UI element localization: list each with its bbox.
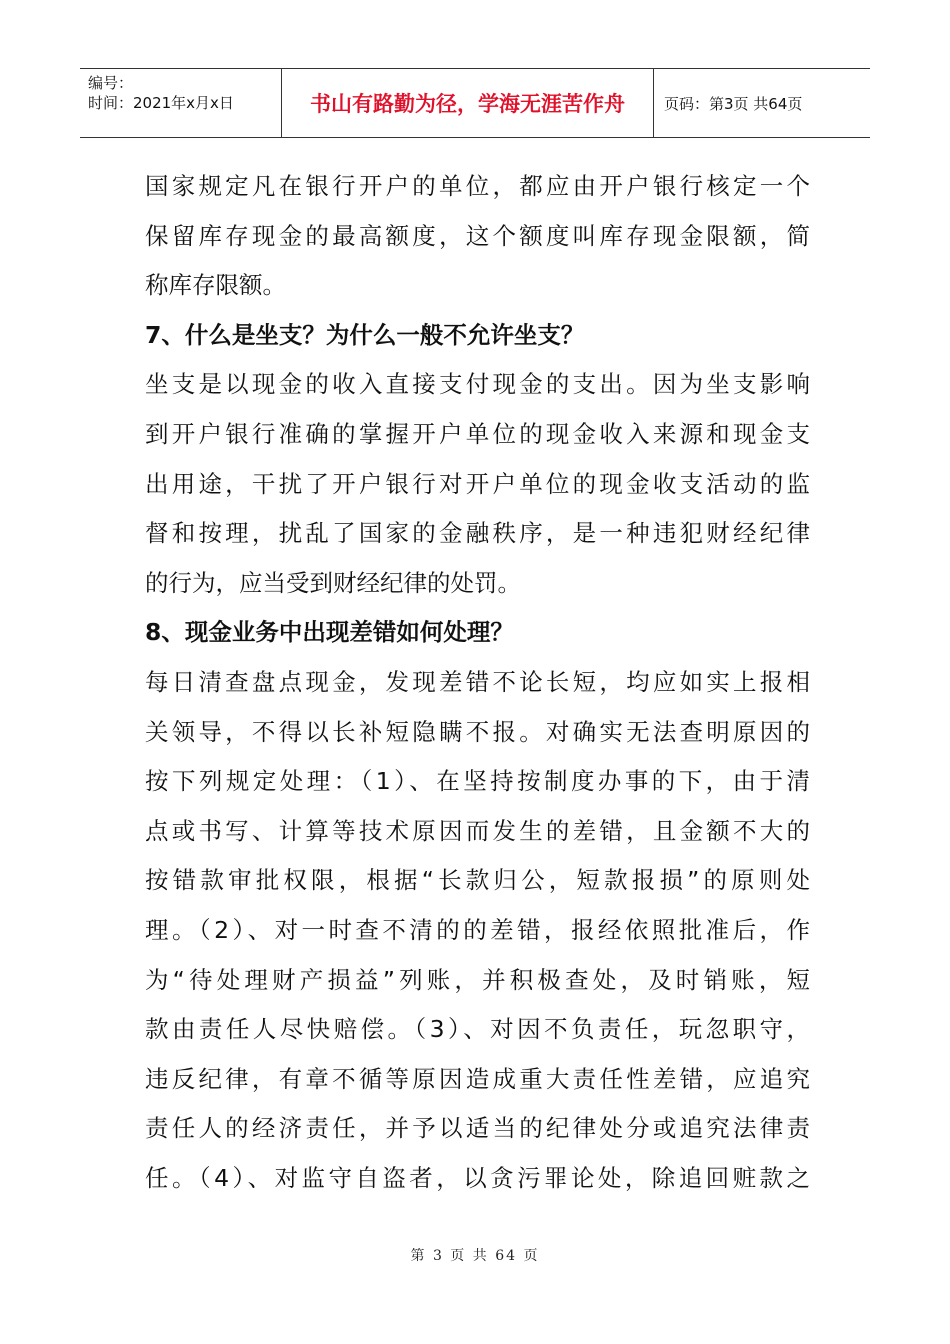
document-body — [145, 162, 810, 1203]
body-line: 为“待处理财产损益”列账，并积极查处，及时销账，短 — [145, 965, 810, 994]
body-line: 责任人的经济责任，并予以适当的纪律处分或追究法律责 — [145, 1114, 810, 1143]
document-time-label: 时间：2021年x月x日 — [88, 94, 234, 112]
body-line: 保留库存现金的最高额度，这个额度叫库存现金限额，简 — [145, 221, 810, 250]
body-line: 出用途，干扰了开户银行对开户单位的现金收支活动的监 — [145, 469, 810, 498]
body-line: 称库存限额。 — [145, 271, 286, 300]
body-line: 到开户银行准确的掌握开户单位的现金收入来源和现金支 — [145, 419, 810, 448]
body-line: 任。（4）、对监守自盗者，以贪污罪论处，除追回赃款之 — [145, 1163, 810, 1192]
body-line: 的行为，应当受到财经纪律的处罚。 — [145, 568, 521, 597]
body-line: 按下列规定处理：（1）、在坚持按制度办事的下，由于清 — [145, 767, 810, 796]
header-meta — [80, 69, 282, 137]
body-line: 点或书写、计算等技术原因而发生的差错，且金额不大的 — [145, 816, 810, 845]
body-line: 理。（2）、对一时查不清的的差错，报经依照批准后，作 — [145, 915, 810, 944]
header-motto: 书山有路勤为径，学海无涯苦作舟 — [282, 69, 654, 137]
body-line: 关领导，不得以长补短隐瞒不报。对确实无法查明原因的 — [145, 717, 810, 746]
body-line: 督和按理，扰乱了国家的金融秩序，是一种违犯财经纪律 — [145, 519, 810, 548]
question-8-heading: 8、现金业务中出现差错如何处理？ — [145, 618, 514, 647]
body-line: 坐支是以现金的收入直接支付现金的支出。因为坐支影响 — [145, 370, 810, 399]
body-line: 款由责任人尽快赔偿。（3）、对因不负责任，玩忽职守， — [145, 1015, 810, 1044]
document-number-label: 编号： — [88, 74, 134, 92]
page-header — [80, 68, 870, 138]
body-line: 按错款审批权限，根据“长款归公，短款报损”的原则处 — [145, 866, 810, 895]
body-line: 国家规定凡在银行开户的单位，都应由开户银行核定一个 — [145, 172, 810, 200]
header-page-info: 页码：第3页 共64页 — [664, 94, 803, 113]
body-line: 每日清查盘点现金，发现差错不论长短，均应如实上报相 — [145, 667, 810, 696]
page-footer: 第 3 页 共 64 页 — [410, 1248, 540, 1264]
question-7-heading: 7、什么是坐支？为什么一般不允许坐支？ — [145, 320, 585, 349]
body-line: 违反纪律，有章不循等原因造成重大责任性差错，应追究 — [145, 1064, 810, 1093]
